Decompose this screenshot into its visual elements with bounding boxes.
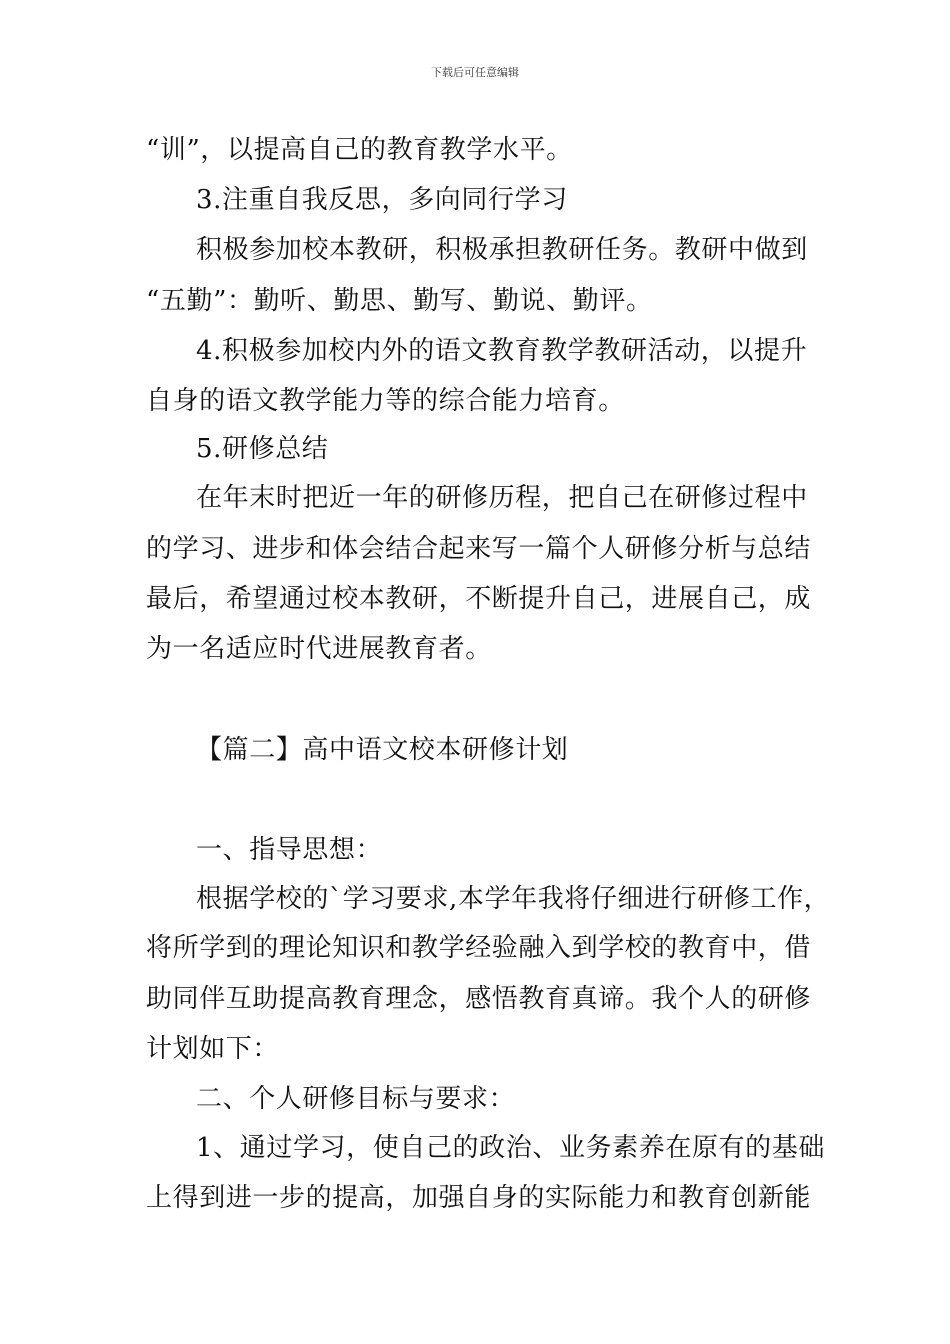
- paragraph-line: 最后，希望通过校本教研，不断提升自己，进展自己，成: [146, 584, 812, 614]
- paragraph-line: 将所学到的理论知识和教学经验融入到学校的教育中，借: [146, 933, 812, 963]
- paragraph-line: 上得到进一步的提高，加强自身的实际能力和教育创新能: [146, 1183, 812, 1213]
- paragraph-line: 积极参加校本教研，积极承担教研任务。教研中做到: [196, 235, 808, 265]
- paragraph-line: 自身的语文教学能力等的综合能力培育。: [146, 386, 625, 416]
- paragraph-line: “训”，以提高自己的教育教学水平。: [146, 135, 573, 165]
- paragraph-line: “五勤”：勤听、勤思、勤写、勤说、勤评。: [146, 286, 653, 316]
- paragraph-line: 根据学校的`学习要求,本学年我将仔细进行研修工作，: [196, 884, 831, 914]
- paragraph-line: 助同伴互助提高教育理念，感悟教育真谛。我个人的研修: [146, 984, 812, 1014]
- item-3-title: 3.注重自我反思，多向同行学习: [196, 185, 568, 215]
- section-heading: 一、指导思想：: [196, 835, 383, 865]
- paragraph-line: 的学习、进步和体会结合起来写一篇个人研修分析与总结: [146, 534, 812, 564]
- paragraph-line: 在年末时把近一年的研修历程，把自己在研修过程中: [196, 483, 808, 513]
- item-4-line: 4.积极参加校内外的语文教育教学教研活动，以提升: [196, 336, 808, 366]
- paragraph-line: 计划如下：: [146, 1034, 280, 1064]
- paragraph-line: 为一名适应时代进展教育者。: [146, 634, 492, 664]
- item-5-title: 5.研修总结: [196, 434, 329, 464]
- page-header: 下载后可任意编辑: [431, 66, 519, 79]
- section-title: 【篇二】高中语文校本研修计划: [196, 735, 569, 765]
- paragraph-line: 1、通过学习，使自己的政治、业务素养在原有的基础: [196, 1133, 825, 1163]
- section-heading: 二、个人研修目标与要求：: [196, 1084, 516, 1114]
